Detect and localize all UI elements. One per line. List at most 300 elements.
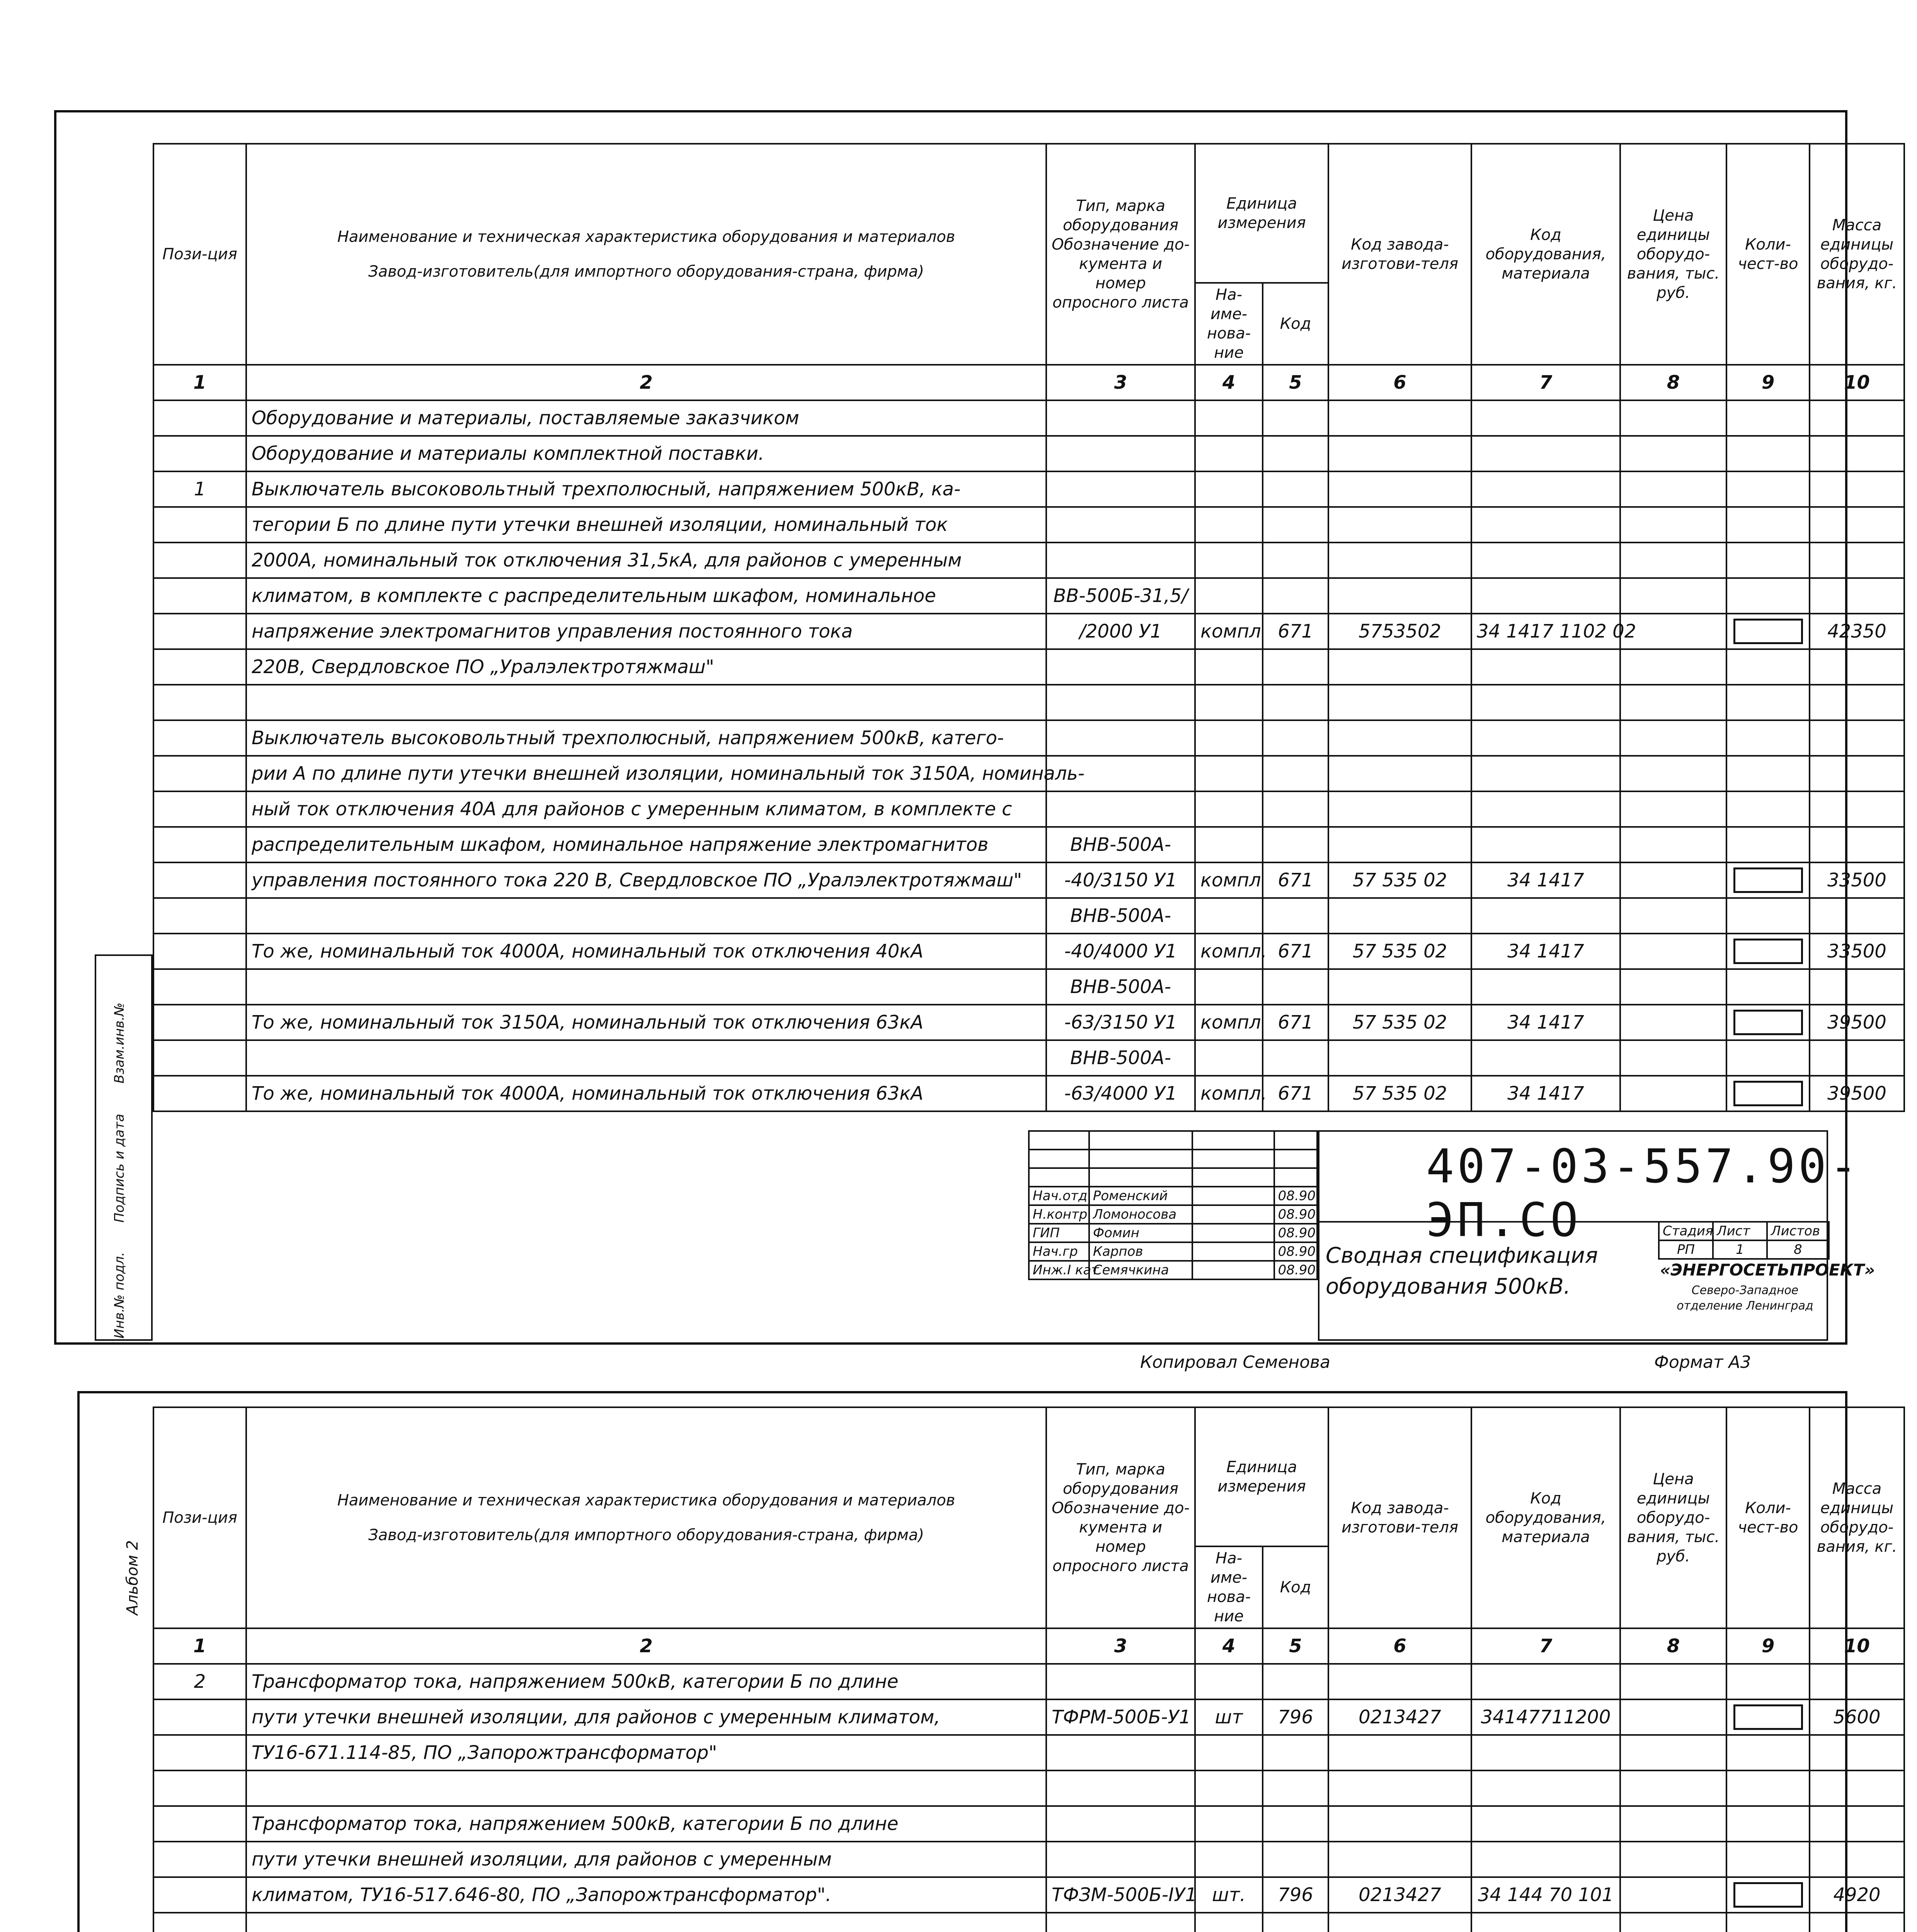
header-pos: Пози-ция [153,1407,246,1628]
header-unit: Единица измерения [1195,144,1328,283]
mass-cell [1810,649,1904,685]
price-cell [1620,1770,1726,1806]
name-cell: 2000А, номинальный ток отключения 31,5кА, для районов с умеренным [246,543,1046,578]
album-label: Альбом 2 [124,1540,141,1615]
name-cell [246,1040,1046,1076]
qty-cell [1726,1699,1810,1735]
factory-code-cell [1328,969,1471,1005]
header-unit-name: На-име-нова-ние [1195,283,1263,365]
name-cell: Трансформатор тока, напряжением 500кВ, категории Б по длине [246,1664,1046,1699]
qty-cell [1726,1040,1810,1076]
price-cell [1620,934,1726,969]
type-cell: ВНВ-500А- [1046,898,1195,934]
type-cell: -40/4000 У1 [1046,934,1195,969]
type-cell [1046,649,1195,685]
factory-code-cell [1328,649,1471,685]
equip-code-cell [1471,969,1620,1005]
factory-code-cell [1328,507,1471,543]
position-cell [153,1913,246,1932]
equip-code-cell: 34147711200 [1471,1699,1620,1735]
stage-label: Стадия [1659,1222,1713,1240]
unit-name-cell [1195,1735,1263,1770]
unit-name-cell [1195,685,1263,720]
factory-code-cell: 57 535 02 [1328,934,1471,969]
unit-name-cell [1195,791,1263,827]
sheet-label: Лист [1713,1222,1767,1240]
unit-name-cell [1195,1913,1263,1932]
mass-cell [1810,1664,1904,1699]
type-cell: ВНВ-500А- [1046,1040,1195,1076]
mass-cell [1810,1913,1904,1932]
header-unit-name: На-име-нова-ние [1195,1546,1263,1628]
name-cell [246,969,1046,1005]
position-cell [153,578,246,614]
header-name-line2: Завод-изготовитель(для импортного оборудования-страна, фирма) [368,263,924,281]
table-row [153,1040,1904,1076]
price-cell [1620,720,1726,756]
factory-code-cell [1328,436,1471,471]
unit-code-cell [1263,1040,1328,1076]
mass-cell [1810,543,1904,578]
unit-code-cell: 671 [1263,934,1328,969]
unit-code-cell [1263,898,1328,934]
name-cell: распределительным шкафом, номинальное напряжение электромагнитов [246,827,1046,862]
header-mass: Масса единицы оборудо-вания, кг. [1810,144,1904,365]
unit-code-cell [1263,1806,1328,1842]
table-row [153,1842,1904,1877]
header-type: Тип, марка оборудования Обозначение до-кумента и номер опросного листа [1046,1407,1195,1628]
quantity-box [1733,1704,1803,1730]
position-cell [153,614,246,649]
unit-code-cell: 796 [1263,1699,1328,1735]
price-cell [1620,1806,1726,1842]
stamp-role: Нач.отд [1029,1187,1089,1205]
header-unit-code: Код [1263,283,1328,365]
position-cell [153,543,246,578]
col-index: 7 [1471,1628,1620,1664]
mass-cell [1810,1770,1904,1806]
factory-code-cell: 0213427 [1328,1877,1471,1913]
stamp-role: ГИП [1029,1224,1089,1242]
price-cell [1620,578,1726,614]
stamp-role: Нач.гр [1029,1242,1089,1261]
mass-cell [1810,471,1904,507]
equip-code-cell [1471,578,1620,614]
name-cell [246,1913,1046,1932]
table-row [153,791,1904,827]
table-row [153,1664,1904,1699]
type-cell [1046,436,1195,471]
qty-cell [1726,934,1810,969]
col-index: 1 [153,1628,246,1664]
header-type: Тип, марка оборудования Обозначение до-кумента и номер опросного листа [1046,144,1195,365]
unit-code-cell [1263,1735,1328,1770]
name-cell [246,685,1046,720]
equip-code-cell [1471,756,1620,791]
mass-cell [1810,507,1904,543]
unit-name-cell [1195,471,1263,507]
unit-code-cell [1263,436,1328,471]
unit-code-cell [1263,1913,1328,1932]
position-cell [153,1735,246,1770]
type-cell [1046,400,1195,436]
mass-cell [1810,436,1904,471]
type-cell: -63/3150 У1 [1046,1005,1195,1040]
unit-name-cell: компл [1195,862,1263,898]
equip-code-cell [1471,507,1620,543]
type-cell: /2000 У1 [1046,614,1195,649]
unit-code-cell [1263,1664,1328,1699]
qty-cell [1726,1877,1810,1913]
name-cell: Оборудование и материалы комплектной поставки. [246,436,1046,471]
name-cell: управления постоянного тока 220 В, Свердловское ПО „Уралэлектротяжмаш" [246,862,1046,898]
unit-name-cell: шт. [1195,1877,1263,1913]
unit-name-cell [1195,827,1263,862]
unit-name-cell [1195,898,1263,934]
stamp-signature [1192,1224,1274,1242]
col-index: 9 [1726,1628,1810,1664]
qty-cell [1726,720,1810,756]
stamp-name: Фомин [1089,1224,1192,1242]
qty-cell [1726,1076,1810,1111]
header-price: Цена единицы оборудо-вания, тыс. руб. [1620,1407,1726,1628]
header-mass: Масса единицы оборудо-вания, кг. [1810,1407,1904,1628]
stamp-date: 08.90 [1274,1242,1317,1261]
mass-cell [1810,827,1904,862]
table-row [153,1770,1904,1806]
unit-name-cell [1195,1040,1263,1076]
header-price: Цена единицы оборудо-вания, тыс. руб. [1620,144,1726,365]
type-cell: ТФЗМ-500Б-IУ1 [1046,1877,1195,1913]
name-cell: климатом, ТУ16-517.646-80, ПО „Запорожтрансформатор". [246,1877,1046,1913]
type-cell [1046,1735,1195,1770]
qty-cell [1726,756,1810,791]
table-row [153,578,1904,614]
stamp-date: 08.90 [1274,1205,1317,1224]
stamp-signature [1192,1242,1274,1261]
unit-code-cell: 671 [1263,862,1328,898]
equip-code-cell [1471,400,1620,436]
stamp-date: 08.90 [1274,1261,1317,1279]
price-cell [1620,791,1726,827]
name-cell: ТУ16-671.114-85, ПО „Запорожтрансформатор" [246,1735,1046,1770]
qty-cell [1726,1005,1810,1040]
name-cell: То же, номинальный ток 3150А, номинальный ток отключения 63кА [246,1005,1046,1040]
mass-cell: 4920 [1810,1877,1904,1913]
stage-value: РП [1659,1240,1713,1259]
equip-code-cell [1471,436,1620,471]
unit-name-cell [1195,969,1263,1005]
table-row [153,756,1904,791]
equip-code-cell: 34 1417 [1471,862,1620,898]
unit-code-cell: 671 [1263,1005,1328,1040]
table-row [153,898,1904,934]
table-row [153,934,1904,969]
qty-cell [1726,471,1810,507]
unit-name-cell: компл. [1195,1076,1263,1111]
position-cell [153,1806,246,1842]
unit-code-cell [1263,685,1328,720]
factory-code-cell [1328,827,1471,862]
position-cell [153,934,246,969]
price-cell [1620,436,1726,471]
name-cell: Оборудование и материалы, поставляемые заказчиком [246,400,1046,436]
unit-code-cell [1263,1770,1328,1806]
mass-cell [1810,1735,1904,1770]
price-cell [1620,507,1726,543]
position-cell [153,756,246,791]
col-index: 9 [1726,365,1810,400]
mass-cell: 33500 [1810,934,1904,969]
factory-code-cell: 0213427 [1328,1699,1471,1735]
col-index: 8 [1620,1628,1726,1664]
name-cell: тегории Б по длине пути утечки внешней изоляции, номинальный ток [246,507,1046,543]
mass-cell [1810,791,1904,827]
equip-code-cell [1471,1040,1620,1076]
mass-cell [1810,1040,1904,1076]
unit-name-cell: шт [1195,1699,1263,1735]
price-cell [1620,1699,1726,1735]
equip-code-cell [1471,827,1620,862]
factory-code-cell: 57 535 02 [1328,862,1471,898]
price-cell [1620,862,1726,898]
stamp-name: Роменский [1089,1187,1192,1205]
unit-name-cell [1195,578,1263,614]
header-factory-code: Код завода-изготови-теля [1328,144,1471,365]
price-cell [1620,1040,1726,1076]
qty-cell [1726,1806,1810,1842]
factory-code-cell [1328,1806,1471,1842]
factory-code-cell [1328,1913,1471,1932]
price-cell [1620,1076,1726,1111]
unit-code-cell [1263,543,1328,578]
unit-code-cell: 671 [1263,1076,1328,1111]
mass-cell [1810,578,1904,614]
unit-code-cell [1263,969,1328,1005]
mass-cell: 39500 [1810,1076,1904,1111]
stamp-role: Инж.I кат [1029,1261,1089,1279]
unit-code-cell [1263,756,1328,791]
name-cell: пути утечки внешней изоляции, для районов с умеренным [246,1842,1046,1877]
qty-cell [1726,1770,1810,1806]
quantity-box [1733,1010,1803,1035]
equip-code-cell: 34 1417 [1471,1076,1620,1111]
equip-code-cell: 34 144 70 101 [1471,1877,1620,1913]
sheets-label: Листов [1767,1222,1829,1240]
position-cell [153,436,246,471]
type-cell: ВВ-500Б-31,5/ [1046,578,1195,614]
price-cell [1620,1664,1726,1699]
unit-name-cell: компл [1195,1005,1263,1040]
sheets-value: 8 [1767,1240,1829,1259]
header-name-line1: Наименование и техническая характеристика оборудования и материалов [337,228,955,246]
quantity-box [1733,1081,1803,1106]
position-cell: 2 [153,1664,246,1699]
stamp-signature [1192,1187,1274,1205]
col-index: 3 [1046,1628,1195,1664]
equip-code-cell [1471,1770,1620,1806]
sheet1-copied-by: Копировал Семенова [1140,1352,1331,1372]
position-cell [153,1770,246,1806]
factory-code-cell [1328,543,1471,578]
name-cell: Трансформатор тока, напряжением 500кВ, категории Б по длине [246,1806,1046,1842]
unit-name-cell [1195,1842,1263,1877]
factory-code-cell [1328,1040,1471,1076]
factory-code-cell: 5753502 [1328,614,1471,649]
price-cell [1620,1877,1726,1913]
type-cell: ТФРМ-500Б-У1 [1046,1699,1195,1735]
organization-sub: Северо-Западное отделение Ленинград [1677,1284,1813,1313]
name-cell [246,1770,1046,1806]
position-cell [153,1040,246,1076]
table-row [153,543,1904,578]
factory-code-cell [1328,898,1471,934]
price-cell [1620,649,1726,685]
name-cell: рии А по длине пути утечки внешней изоляции, номинальный ток 3150А, номиналь- [246,756,1046,791]
col-index: 4 [1195,1628,1263,1664]
organization-name: «ЭНЕРГОСЕТЬПРОЕКТ» [1660,1260,1875,1279]
mass-cell [1810,969,1904,1005]
unit-code-cell: 671 [1263,614,1328,649]
col-index: 6 [1328,1628,1471,1664]
factory-code-cell [1328,578,1471,614]
sheet1-spec-table [153,143,1905,1112]
table-row [153,507,1904,543]
unit-name-cell [1195,436,1263,471]
qty-cell [1726,400,1810,436]
unit-code-cell [1263,720,1328,756]
type-cell [1046,791,1195,827]
position-cell [153,862,246,898]
equip-code-cell [1471,1913,1620,1932]
mass-cell [1810,685,1904,720]
position-cell [153,1877,246,1913]
qty-cell [1726,827,1810,862]
stamp-name: Карпов [1089,1242,1192,1261]
table-row [153,1877,1904,1913]
equip-code-cell: 34 1417 [1471,934,1620,969]
price-cell [1620,400,1726,436]
price-cell [1620,614,1726,649]
col-index: 7 [1471,365,1620,400]
column-index-row [153,1628,1904,1664]
unit-code-cell [1263,400,1328,436]
factory-code-cell [1328,791,1471,827]
equip-code-cell [1471,471,1620,507]
position-cell [153,685,246,720]
unit-code-cell: 796 [1263,1877,1328,1913]
factory-code-cell: 57 535 02 [1328,1005,1471,1040]
name-cell: климатом, в комплекте с распределительным шкафом, номинальное [246,578,1046,614]
qty-cell [1726,791,1810,827]
position-cell [153,720,246,756]
table-row [153,1913,1904,1932]
type-cell [1046,471,1195,507]
table-row [153,436,1904,471]
stamp-date: 08.90 [1274,1224,1317,1242]
position-cell [153,969,246,1005]
factory-code-cell [1328,1842,1471,1877]
type-cell [1046,1770,1195,1806]
sheet1-format: Формат А3 [1654,1352,1751,1372]
qty-cell [1726,685,1810,720]
type-cell [1046,1664,1195,1699]
mass-cell: 33500 [1810,862,1904,898]
equip-code-cell [1471,685,1620,720]
qty-cell [1726,1842,1810,1877]
qty-cell [1726,436,1810,471]
unit-name-cell [1195,543,1263,578]
name-cell: Выключатель высоковольтный трехполюсный, напряжением 500кВ, ка- [246,471,1046,507]
type-cell [1046,507,1195,543]
qty-cell [1726,1735,1810,1770]
price-cell [1620,543,1726,578]
quantity-box [1733,867,1803,893]
qty-cell [1726,543,1810,578]
position-cell [153,1076,246,1111]
table-row [153,720,1904,756]
equip-code-cell [1471,1842,1620,1877]
col-index: 3 [1046,365,1195,400]
header-name [246,144,1046,365]
factory-code-cell [1328,685,1471,720]
col-index: 1 [153,365,246,400]
price-cell [1620,1842,1726,1877]
price-cell [1620,898,1726,934]
unit-name-cell: компл. [1195,934,1263,969]
type-cell [1046,1913,1195,1932]
name-cell: ный ток отключения 40А для районов с умеренным климатом, в комплекте с [246,791,1046,827]
position-cell [153,1842,246,1877]
unit-name-cell [1195,720,1263,756]
col-index: 8 [1620,365,1726,400]
header-name-line1: Наименование и техническая характеристика оборудования и материалов [337,1492,955,1509]
type-cell [1046,543,1195,578]
factory-code-cell [1328,1664,1471,1699]
position-cell [153,898,246,934]
factory-code-cell [1328,756,1471,791]
header-unit-code: Код [1263,1546,1328,1628]
mass-cell: 42350 [1810,614,1904,649]
factory-code-cell [1328,1735,1471,1770]
name-cell: 220В, Свердловское ПО „Уралэлектротяжмаш" [246,649,1046,685]
qty-cell [1726,1664,1810,1699]
col-index: 5 [1263,365,1328,400]
factory-code-cell [1328,1770,1471,1806]
type-cell [1046,1806,1195,1842]
qty-cell [1726,898,1810,934]
type-cell [1046,720,1195,756]
type-cell: ВНВ-500А- [1046,827,1195,862]
table-row [153,862,1904,898]
stamp-role: Н.контр [1029,1205,1089,1224]
table-row [153,649,1904,685]
equip-code-cell: 34 1417 1102 02 [1471,614,1620,649]
price-cell [1620,1005,1726,1040]
position-cell [153,649,246,685]
col-index: 5 [1263,1628,1328,1664]
sheet1-side-strip [95,954,153,1341]
unit-code-cell [1263,649,1328,685]
equip-code-cell [1471,791,1620,827]
equip-code-cell [1471,1664,1620,1699]
unit-code-cell [1263,507,1328,543]
price-cell [1620,969,1726,1005]
factory-code-cell [1328,400,1471,436]
mass-cell [1810,400,1904,436]
sheet1-stamp-signatures [1028,1130,1318,1280]
table-row [153,969,1904,1005]
